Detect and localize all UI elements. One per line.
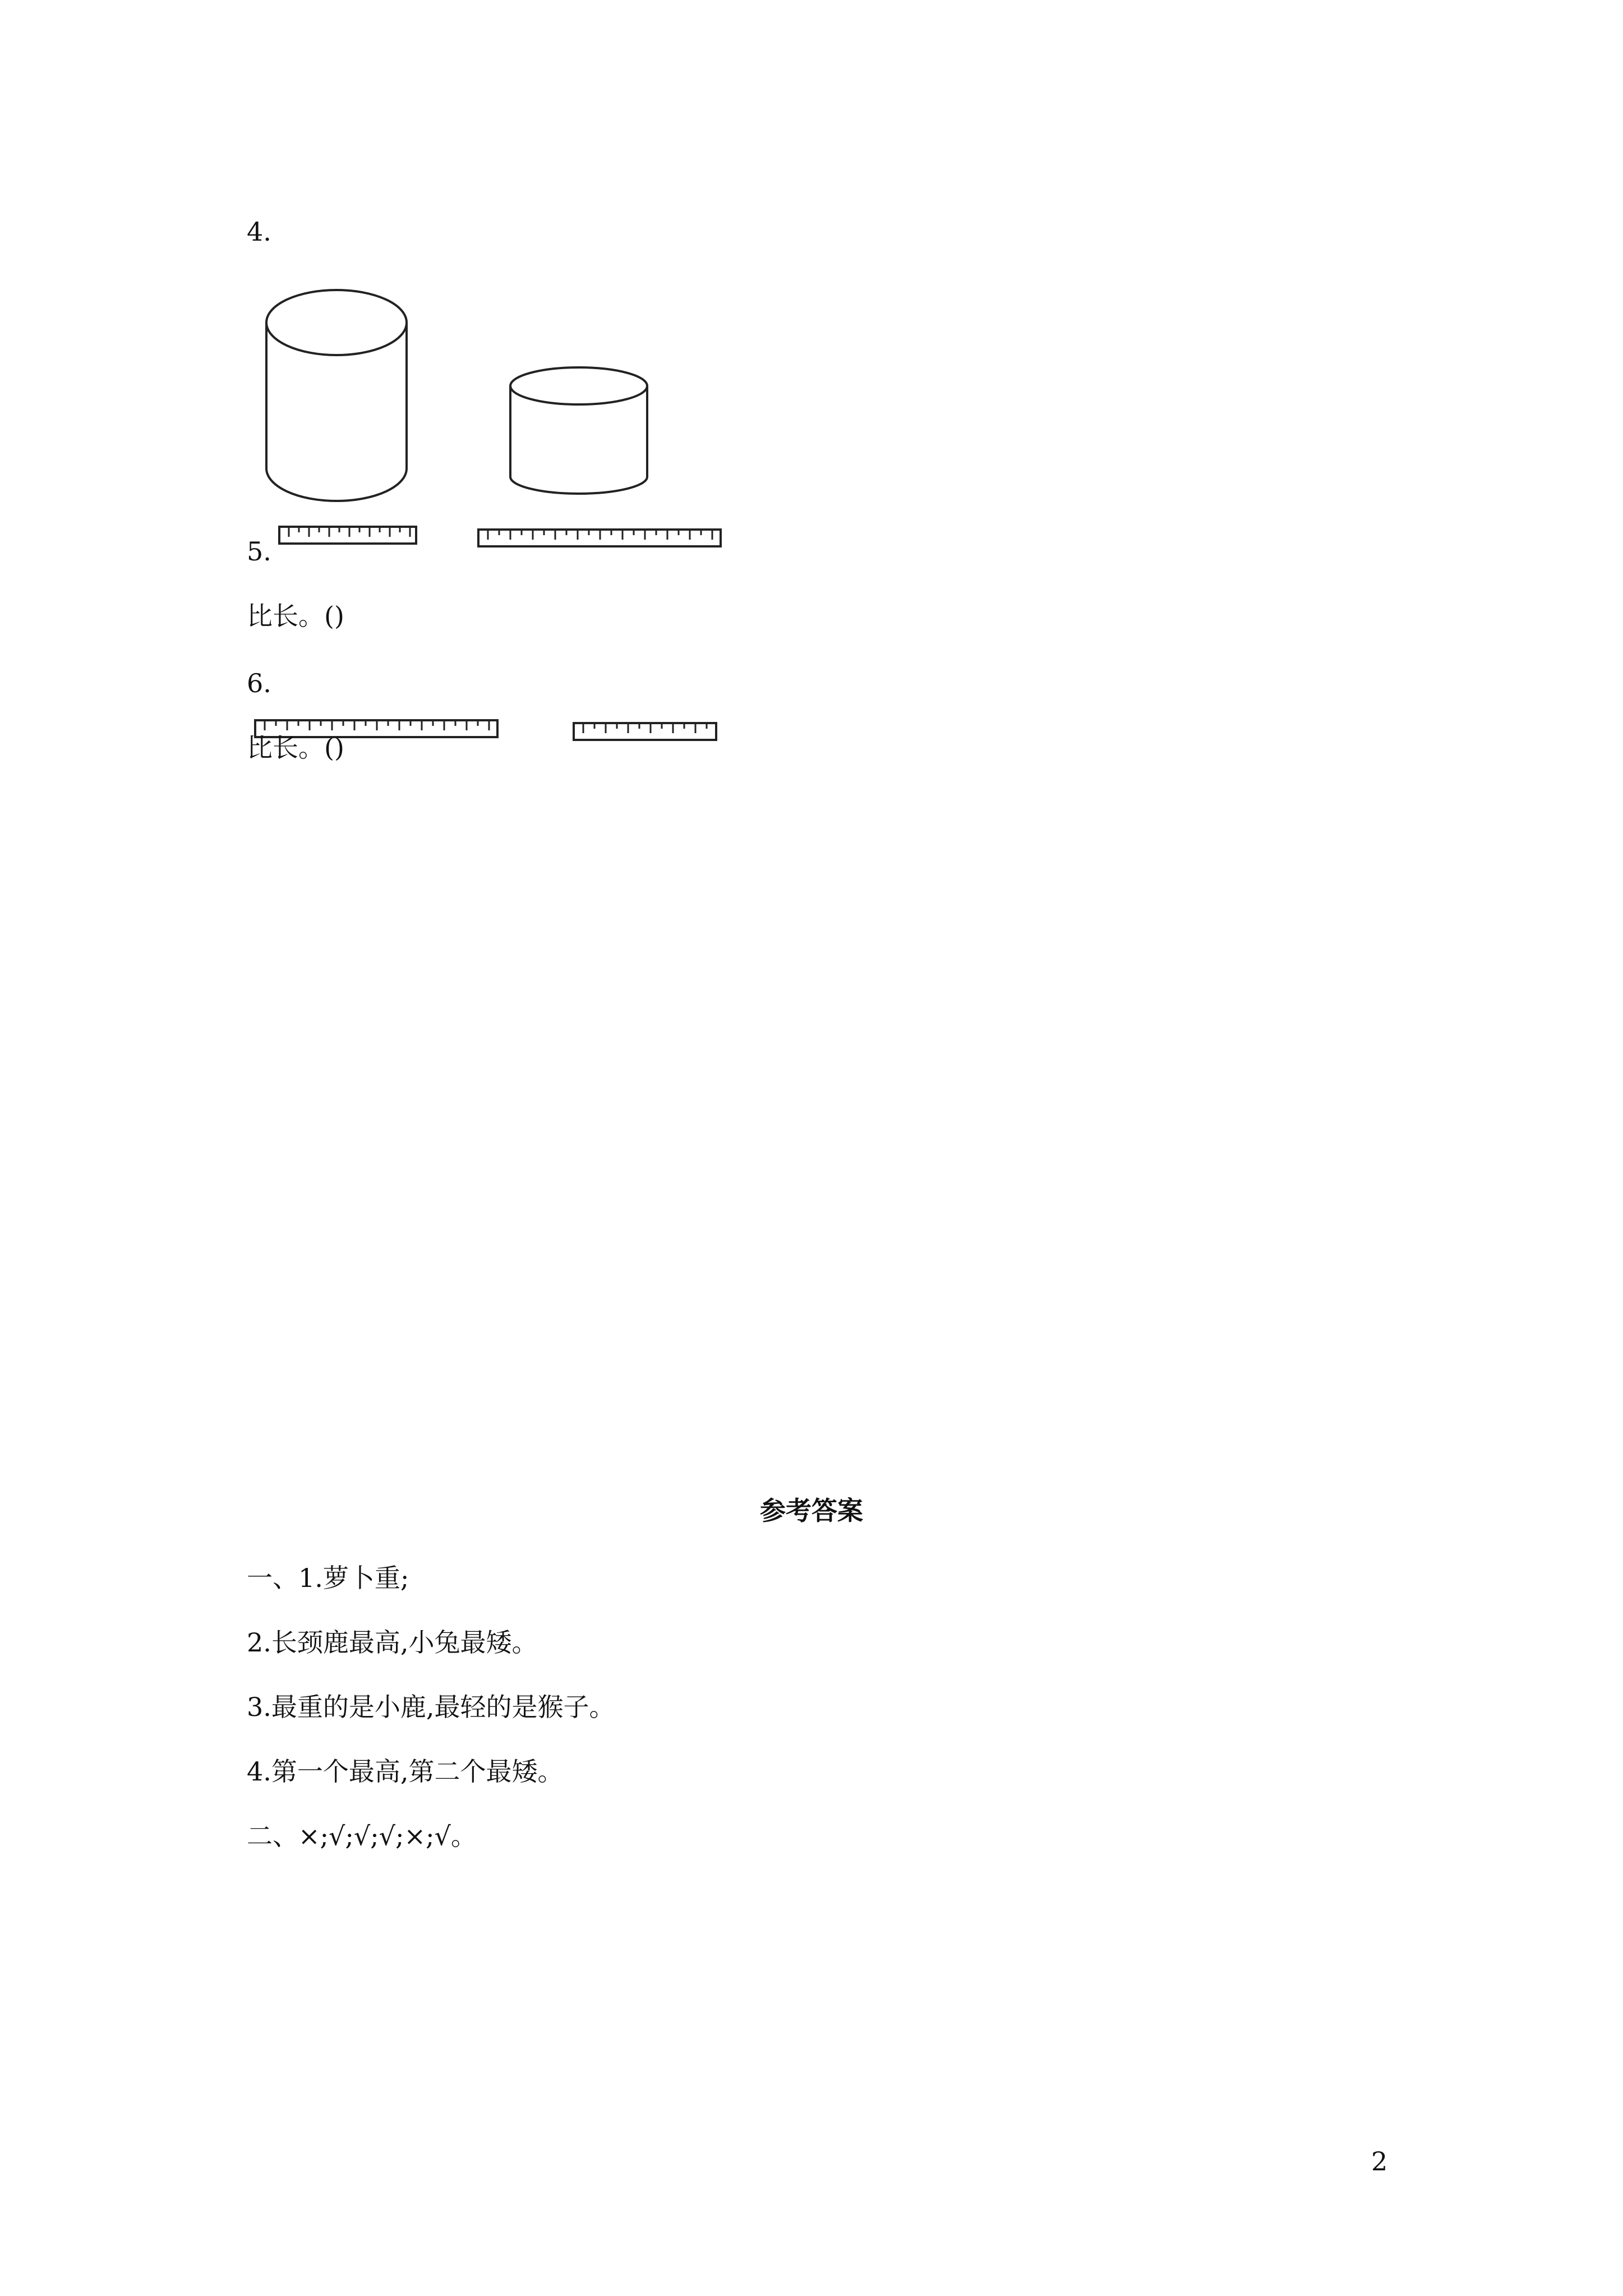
answer-line-5: 二、×;√;√;√;×;√。 [247, 1821, 477, 1851]
answer-line-4: 4.第一个最高,第二个最矮。 [247, 1756, 564, 1787]
answer-line-2: 2.长颈鹿最高,小兔最矮。 [247, 1627, 538, 1658]
answer-line-3: 3.最重的是小鹿,最轻的是猴子。 [247, 1692, 615, 1722]
answers-title: 参考答案 [760, 1496, 863, 1526]
ruler-short-q5 [278, 524, 418, 547]
question-6-number: 6. [247, 668, 271, 698]
cylinders-svg [258, 283, 684, 513]
answer-line-1: 一、1.萝卜重; [247, 1563, 409, 1593]
ruler-long-q5 [477, 527, 723, 550]
question-6-text: 比长。() [247, 733, 344, 763]
question-5-number: 5. [247, 536, 271, 567]
short-cylinder [510, 367, 647, 494]
question-5-text: 比长。() [247, 601, 344, 631]
ruler-short-q6 [572, 721, 718, 743]
question-4-number: 4. [247, 217, 271, 247]
page-number: 2 [1371, 2146, 1388, 2177]
tall-cylinder [266, 290, 407, 501]
cylinders-figure [258, 283, 684, 513]
